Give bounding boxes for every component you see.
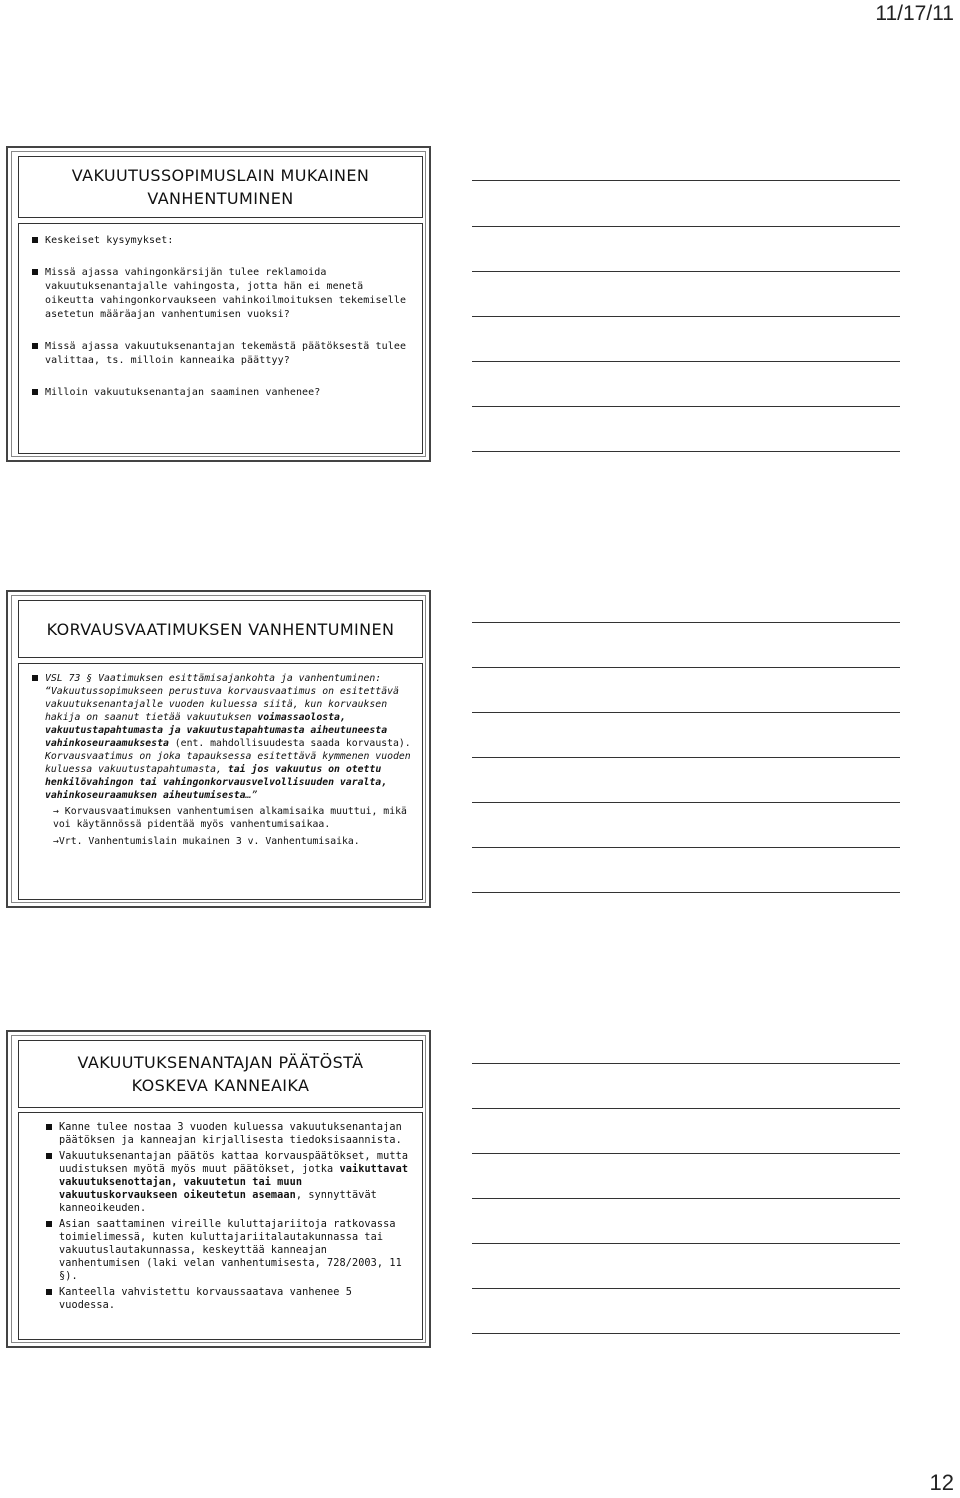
list-item: Milloin vakuutuksenantajan saaminen vanhenee? (31, 386, 412, 400)
note-line (472, 1153, 900, 1154)
bullet-list (31, 234, 412, 400)
note-line (472, 1063, 900, 1064)
list-item: VSL 73 § Vaatimuksen esittämisajankohta ja vanhentuminen: “Vakuutussopimukseen perustuva korvausvaatimus on esitettävä vakuutuksenantajalle vuoden kuluessa siitä, kun korvauksen hakija on saanut tietää vakuutuksen voimassaolosta, vakuutustapahtumasta ja vakuutustapahtumasta aiheutuneesta vahinkoseuraamuksesta (ent. mahdollisuudesta saada korvausta). Korvausvaatimus on joka tapauksessa esitettävä kymmenen vuoden kuluessa vakuutustapahtumasta, tai jos vakuutus on otettu henkilövahingon tai vahingonkorvausvelvollisuuden varalta, vahinkoseuraamuksen aiheutumisesta…” → Korvausvaatimuksen vanhentumisen alkamisaika muuttui, mikä voi käytännössä pidentää myös vanhentumisaikaa. →Vrt. Vanhentumislain mukainen 3 v. Vanhentumisaika. (31, 672, 412, 848)
slide-title-text: VAKUUTUKSENANTAJAN PÄÄTÖSTÄ KOSKEVA KANNEAIKA (77, 1053, 364, 1095)
list-item: Vakuutuksenantajan päätös kattaa korvauspäätökset, mutta uudistuksen myötä myös muut päätökset, jotka vaikuttavat vakuutuksenottajan, vakuutetun tai muun vakuutuskorvaukseen oikeutetun asemaan, synnyttävät kanneoikeuden. (45, 1150, 412, 1215)
page-number: 12 (929, 1470, 954, 1495)
note-line (472, 316, 900, 317)
note-line (472, 1198, 900, 1199)
sub-item: →Vrt. Vanhentumislain mukainen 3 v. Vanhentumisaika. (53, 836, 360, 847)
slide-title-text: KORVAUSVAATIMUKSEN VANHENTUMINEN (46, 619, 395, 639)
note-line (472, 271, 900, 272)
slide-body (18, 663, 423, 900)
note-line (472, 1108, 900, 1109)
sub-item: → Korvausvaatimuksen vanhentumisen alkamisaika muuttui, mikä voi käytännössä pidentää myös vanhentumisaikaa. (53, 806, 407, 830)
note-line (472, 757, 900, 758)
slide-1 (6, 146, 431, 462)
note-line (472, 180, 900, 181)
note-line (472, 361, 900, 362)
slide-title (18, 600, 423, 658)
list-item: Missä ajassa vakuutuksenantajan tekemästä päätöksestä tulee valittaa, ts. milloin kanneaika päättyy? (31, 340, 412, 368)
note-line (472, 712, 900, 713)
note-line (472, 802, 900, 803)
note-line (472, 406, 900, 407)
slide-body (18, 1112, 423, 1340)
note-line (472, 451, 900, 452)
note-line (472, 226, 900, 227)
note-line (472, 667, 900, 668)
header-date: 11/17/11 (875, 2, 954, 25)
list-item: Asian saattaminen vireille kuluttajariitoja ratkovassa toimielimessä, kuten kuluttajariitalautakunnassa tai vakuutuslautakunnassa, keskeyttää kanneajan vanhentumisen (laki velan vanhentumisesta, 728/2003, 11 §). (45, 1218, 412, 1283)
list-item: Kanne tulee nostaa 3 vuoden kuluessa vakuutuksenantajan päätöksen ja kanneajan kirjallisesta tiedoksisaannista. (45, 1121, 412, 1147)
list-item: Keskeiset kysymykset: (31, 234, 412, 248)
slide-2 (6, 590, 431, 908)
note-line (472, 1243, 900, 1244)
slide-body (18, 223, 423, 454)
list-item: Missä ajassa vahingonkärsijän tulee reklamoida vakuutuksenantajalle vahingosta, jotta hän ei menetä oikeutta vahingonkorvaukseen vahinkoilmoituksen tekemiselle asetetun määräajan vanhentumisen vuoksi? (31, 266, 412, 322)
slide-3 (6, 1030, 431, 1348)
slide-title-text: VAKUUTUSSOPIMUSLAIN MUKAINEN VANHENTUMINEN (71, 166, 370, 208)
slide-title (18, 1040, 423, 1108)
bullet-list (45, 1121, 412, 1312)
note-line (472, 847, 900, 848)
note-line (472, 622, 900, 623)
note-line (472, 892, 900, 893)
slide-title (18, 156, 423, 218)
list-item: Kanteella vahvistettu korvaussaatava vanhenee 5 vuodessa. (45, 1286, 412, 1312)
note-line (472, 1288, 900, 1289)
note-line (472, 1333, 900, 1334)
